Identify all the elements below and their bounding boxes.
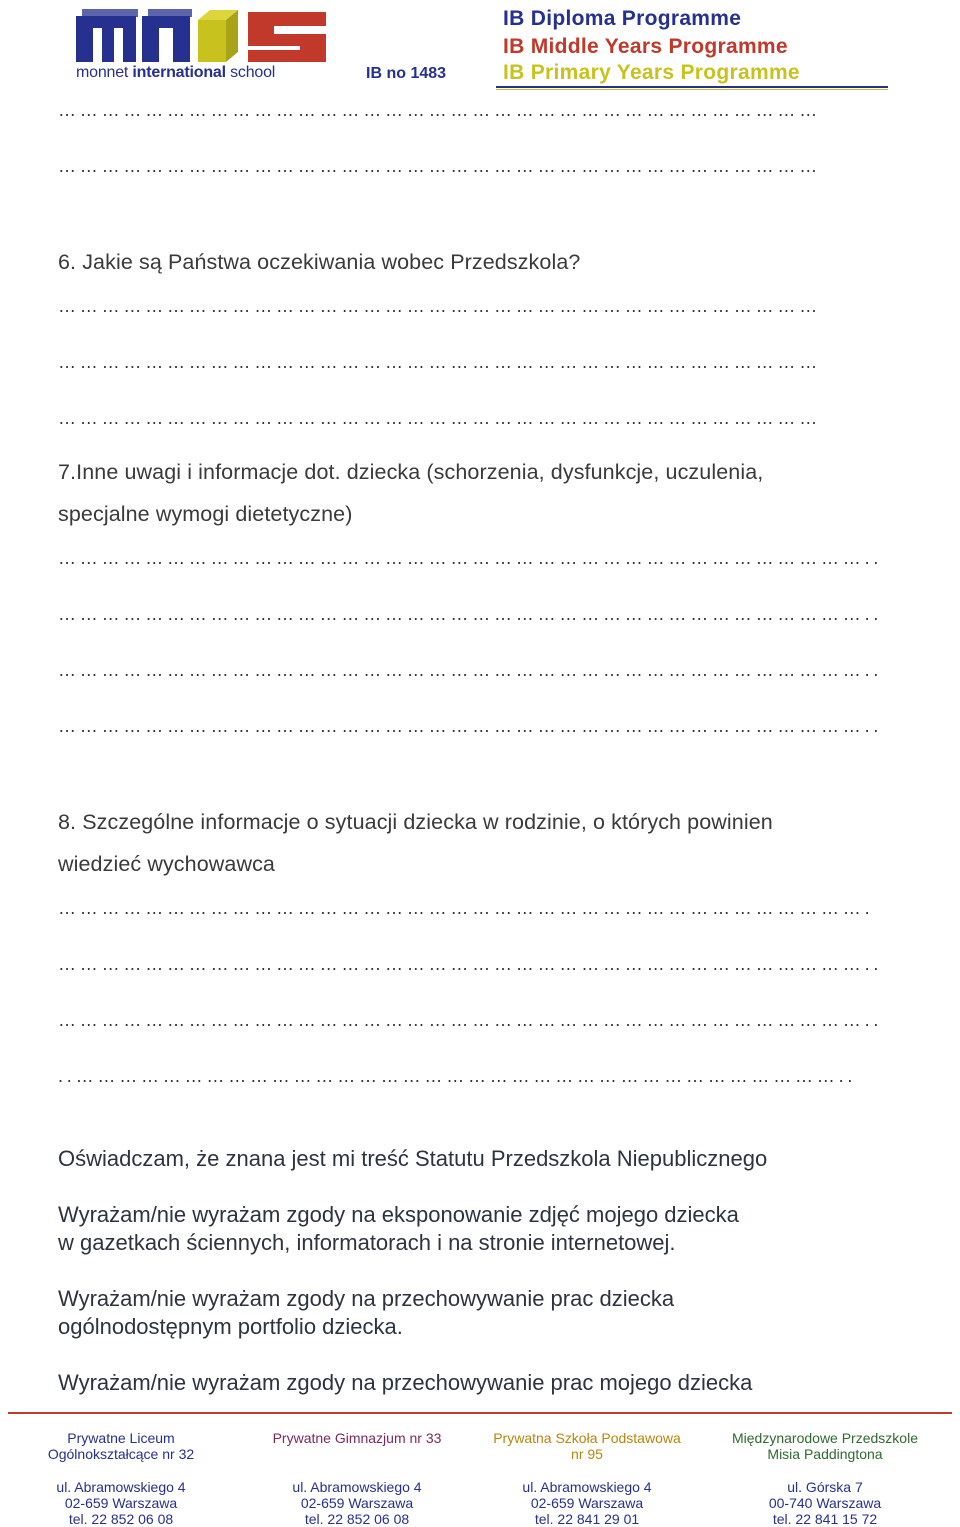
footer-school-name: Międzynarodowe Przedszkole (732, 1430, 918, 1446)
footer-phone: tel. 22 841 15 72 (772, 1511, 878, 1527)
ib-number: IB no 1483 (366, 65, 447, 82)
answer-line[interactable]: ………………………………………………………………………………………………….. (58, 660, 883, 680)
footer-phone: tel. 22 852 06 08 (304, 1511, 410, 1527)
question-7: 7.Inne uwagi i informacje dot. dziecka (schorzenia, dysfunkcje, uczulenia, (58, 460, 764, 484)
footer-city: 02-659 Warszawa (300, 1495, 414, 1511)
footer-address (242, 1479, 472, 1527)
logo-letter-m (76, 9, 138, 62)
footer-school-name: Ogólnokształcące nr 32 (47, 1446, 195, 1462)
question-6: 6. Jakie są Państwa oczekiwania wobec Przedszkola? (58, 250, 581, 274)
work-storage-consent: Wyrażam/nie wyrażam zgody na przechowywanie prac mojego dziecka (58, 1370, 753, 1395)
logo-letter-i (198, 10, 238, 62)
footer-school-przedszkole (710, 1430, 940, 1462)
footer-school-liceum (6, 1430, 236, 1462)
answer-line[interactable]: …………………………………………………………………………………………… (58, 408, 821, 428)
portfolio-consent: Wyrażam/nie wyrażam zgody na przechowywanie prac dziecka (58, 1286, 675, 1311)
footer-school-name: Misia Paddingtona (767, 1446, 883, 1462)
ib-middle-years-programme: IB Middle Years Programme (503, 35, 788, 58)
footer-city: 02-659 Warszawa (64, 1495, 178, 1511)
footer-address (472, 1479, 702, 1527)
footer-street: ul. Górska 7 (787, 1479, 863, 1495)
footer-school-name: Prywatne Gimnazjum nr 33 (272, 1430, 442, 1446)
question-8-continued: wiedzieć wychowawca (58, 852, 275, 876)
answer-line[interactable]: …………………………………………………………………………………………… (58, 352, 821, 372)
answer-line[interactable]: ..…………………………………………………………………………………………….. (58, 1066, 857, 1086)
footer-street: ul. Abramowskiego 4 (292, 1479, 422, 1495)
footer-school-name: Prywatne Liceum (67, 1430, 175, 1446)
footer-divider (8, 1412, 952, 1414)
footer-school-name: nr 95 (571, 1446, 603, 1462)
footer-phone: tel. 22 852 06 08 (68, 1511, 174, 1527)
portfolio-consent-continued: ogólnodostępnym portfolio dziecka. (58, 1314, 403, 1339)
school-logo (76, 6, 328, 66)
answer-line[interactable]: ………………………………………………………………………………………………….. (58, 548, 883, 568)
header-divider-accent (496, 89, 888, 90)
footer-street: ul. Abramowskiego 4 (522, 1479, 652, 1495)
ib-diploma-programme: IB Diploma Programme (503, 7, 742, 30)
answer-line[interactable]: ………………………………………………………………………………………………….. (58, 1010, 883, 1030)
footer-school-gimnazjum (242, 1430, 472, 1446)
footer-school-name: Prywatna Szkoła Podstawowa (493, 1430, 681, 1446)
answer-line[interactable]: ………………………………………………………………………………………………….. (58, 716, 883, 736)
header-divider (496, 86, 888, 88)
question-8: 8. Szczególne informacje o sytuacji dziecka w rodzinie, o których powinien (58, 810, 773, 834)
page-header (0, 0, 960, 92)
footer-street: ul. Abramowskiego 4 (56, 1479, 186, 1495)
footer-city: 02-659 Warszawa (530, 1495, 644, 1511)
question-7-continued: specjalne wymogi dietetyczne) (58, 502, 353, 526)
answer-line[interactable]: ………………………………………………………………………………………………….. (58, 954, 883, 974)
footer-address (6, 1479, 236, 1527)
answer-line[interactable]: …………………………………………………………………………………………… (58, 100, 821, 120)
footer-city: 00-740 Warszawa (768, 1495, 882, 1511)
ib-primary-years-programme: IB Primary Years Programme (503, 61, 800, 84)
statute-declaration: Oświadczam, że znana jest mi treść Statutu Przedszkola Niepublicznego (58, 1146, 768, 1171)
answer-line[interactable]: …………………………………………………………………………………………………. (58, 898, 874, 918)
footer-school-podstawowa (472, 1430, 702, 1462)
answer-line[interactable]: …………………………………………………………………………………………… (58, 156, 821, 176)
footer-phone: tel. 22 841 29 01 (534, 1511, 640, 1527)
footer-address (710, 1479, 940, 1527)
photo-consent-continued: w gazetkach ściennych, informatorach i na stronie internetowej. (58, 1230, 676, 1255)
answer-line[interactable]: …………………………………………………………………………………………… (58, 296, 821, 316)
school-name: monnet international school (76, 64, 276, 81)
logo-letter-s (248, 12, 326, 62)
answer-line[interactable]: ………………………………………………………………………………………………….. (58, 604, 883, 624)
photo-consent: Wyrażam/nie wyrażam zgody na eksponowanie zdjęć mojego dziecka (58, 1202, 739, 1227)
